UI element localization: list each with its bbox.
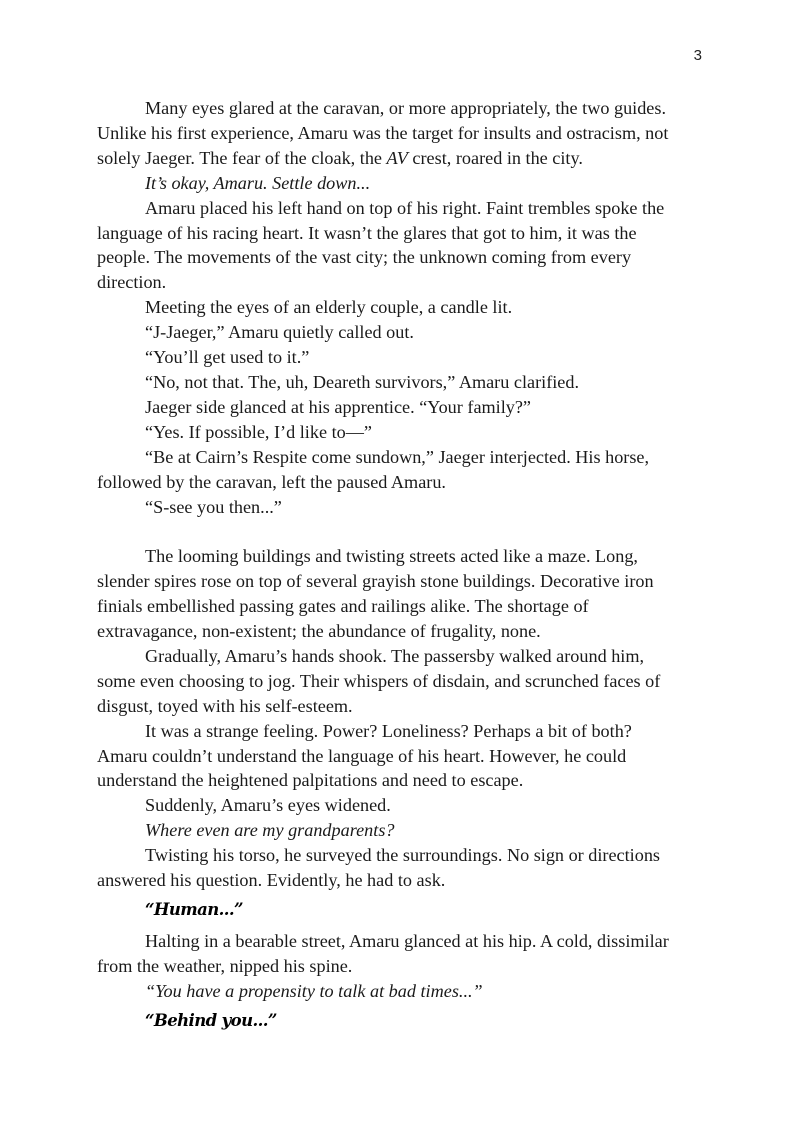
text-line: “Be at Cairn’s Respite come sundown,” Jaeger interjected. His horse, [145, 446, 650, 467]
text-line: Amaru placed his left hand on top of his right. Faint trembles spoke the [145, 197, 665, 218]
text-line: slender spires rose on top of several grayish stone buildings. Decorative iron [97, 571, 654, 592]
text-line: language of his racing heart. It wasn’t the glares that got to him, it was the [97, 222, 637, 243]
text-line: finials embellished passing gates and railings alike. The shortage of [97, 596, 589, 617]
text-line: Halting in a bearable street, Amaru glanced at his hip. A cold, dissimilar [145, 930, 669, 951]
dialogue-line: “S-see you then...” [145, 496, 282, 517]
paragraph [97, 544, 697, 644]
text-line: Gradually, Amaru’s hands shook. The passersby walked around him, [145, 645, 645, 666]
text-line: The looming buildings and twisting streets acted like a maze. Long, [145, 546, 638, 567]
text-line: Many eyes glared at the caravan, or more appropriately, the two guides. [145, 98, 667, 118]
text-line: some even choosing to jog. Their whispers of disdain, and scrunched faces of [97, 670, 661, 691]
text-line: Unlike his first experience, Amaru was the target for insults and ostracism, not [97, 122, 669, 143]
text-line: It was a strange feeling. Power? Loneliness? Perhaps a bit of both? [145, 720, 632, 741]
text-line: Twisting his torso, he surveyed the surroundings. No sign or directions [145, 845, 660, 866]
dialogue-line: “No, not that. The, uh, Deareth survivors,” Amaru clarified. [145, 371, 580, 392]
voice-line [97, 1008, 697, 1034]
text-line: extravagance, non-existent; the abundance of frugality, none. [97, 621, 541, 642]
paragraph: Jaeger side glanced at his apprentice. “Your family?” [145, 396, 532, 417]
text-run: crest, roared in the city. [407, 147, 583, 168]
voice-line [97, 897, 697, 923]
text-line: direction. [97, 272, 167, 293]
text-line [97, 146, 697, 171]
thought-line: It’s okay, Amaru. Settle down... [145, 172, 371, 193]
paragraph: Suddenly, Amaru’s eyes widened. [145, 795, 391, 816]
thought-line: “You have a propensity to talk at bad times...” [145, 980, 483, 1001]
paragraph [97, 196, 697, 296]
text-line: disgust, toyed with his self-esteem. [97, 695, 353, 716]
paragraph: Meeting the eyes of an elderly couple, a candle lit. [145, 297, 513, 318]
page-number: 3 [693, 47, 702, 64]
body-text [97, 96, 697, 1040]
dialogue-line: “J-Jaeger,” Amaru quietly called out. [145, 322, 414, 343]
text-line: Amaru couldn’t understand the language of his heart. However, he could [97, 745, 627, 766]
paragraph [97, 843, 697, 893]
text-line: understand the heightened palpitations and need to escape. [97, 770, 524, 791]
voice-text: “Human...” [145, 899, 243, 919]
paragraph [97, 445, 697, 495]
crest-name: AV [386, 147, 408, 168]
text-run: solely Jaeger. The fear of the cloak, the [97, 147, 387, 168]
voice-text: “Behind you...” [145, 1010, 277, 1030]
paragraph [97, 719, 697, 794]
text-line: followed by the caravan, left the paused Amaru. [97, 471, 446, 492]
dialogue-line: “Yes. If possible, I’d like to—” [145, 421, 372, 442]
text-line: from the weather, nipped his spine. [97, 955, 353, 976]
text-line: answered his question. Evidently, he had to ask. [97, 870, 446, 891]
section-break [97, 519, 697, 544]
paragraph [97, 929, 697, 979]
paragraph [97, 644, 697, 719]
thought-line: Where even are my grandparents? [145, 820, 395, 841]
text-line: people. The movements of the vast city; the unknown coming from every [97, 247, 632, 268]
paragraph [97, 96, 697, 171]
dialogue-line: “You’ll get used to it.” [145, 347, 310, 368]
